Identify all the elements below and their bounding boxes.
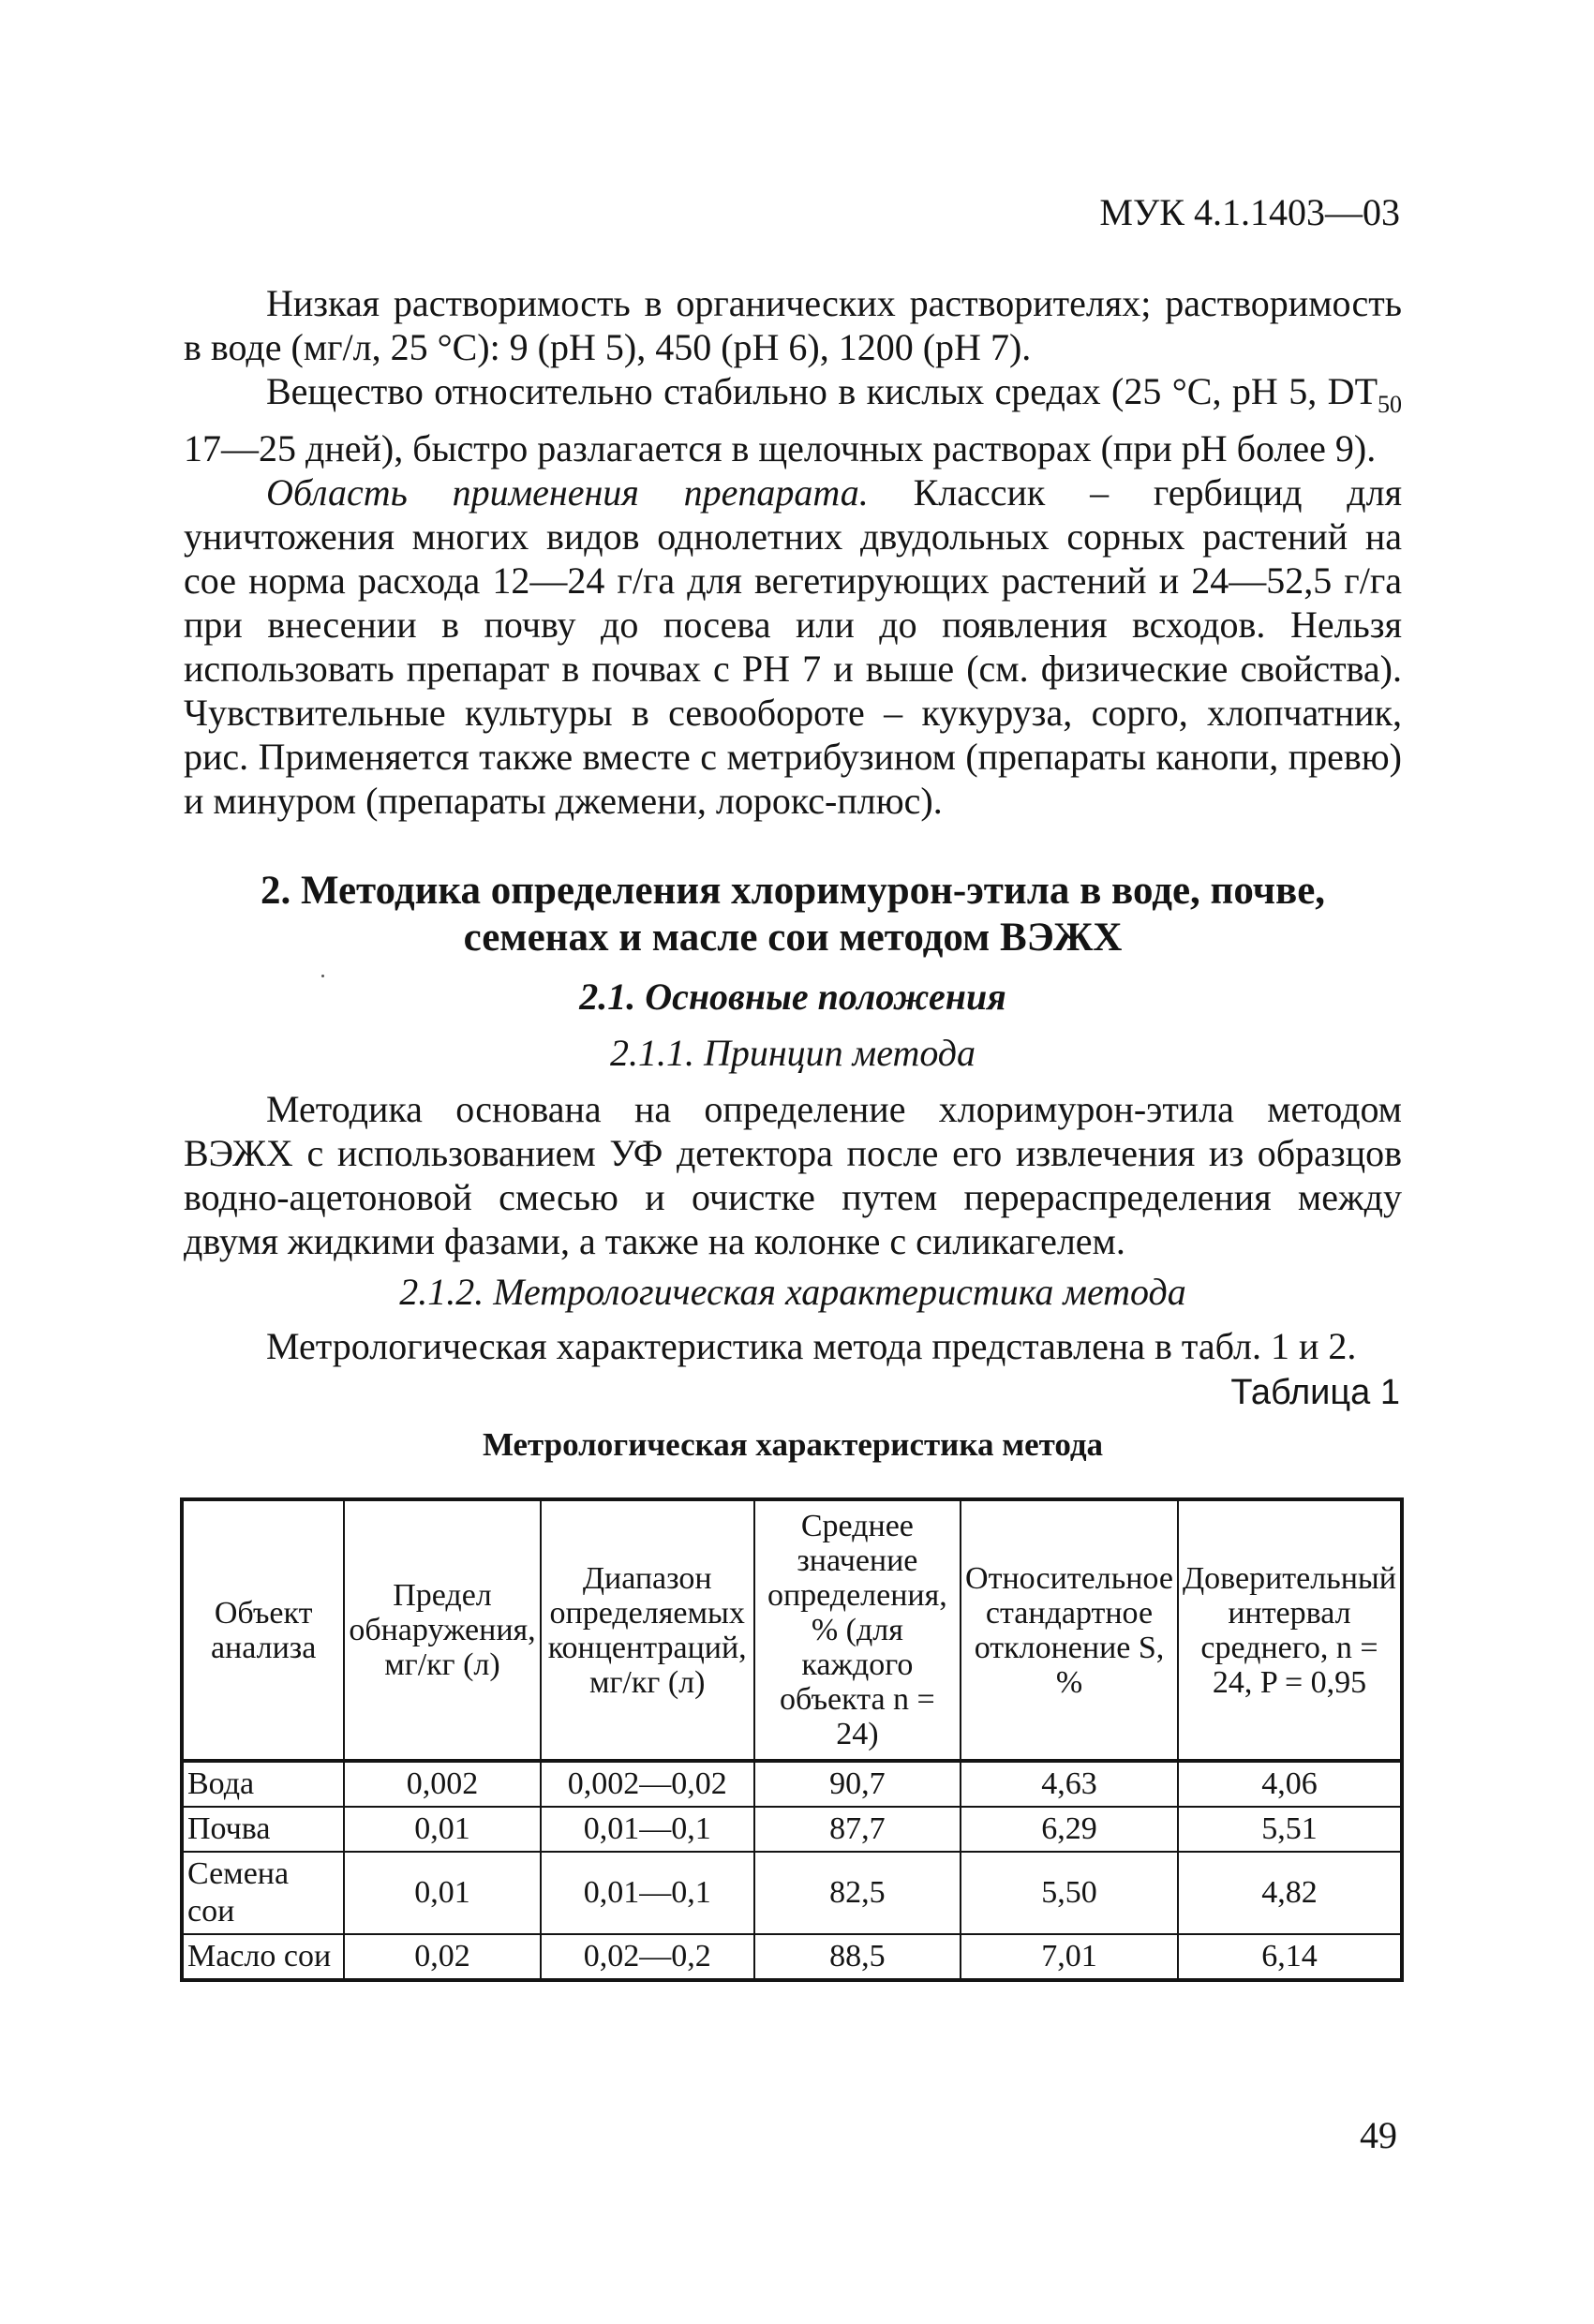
section-heading-line1: 2. Методика определения хлоримурон-этила в воде, почве,	[260, 869, 1326, 913]
table-cell: 6,29	[961, 1807, 1178, 1852]
table-row	[182, 1852, 1402, 1934]
table-cell: Семена сои	[182, 1852, 344, 1934]
column-header: Предел обнаружения, мг/кг (л)	[344, 1499, 540, 1761]
table-cell: Почва	[182, 1807, 344, 1852]
table-title: Метрологическая характеристика метода	[482, 1426, 1104, 1463]
table-cell: 0,02	[344, 1934, 540, 1980]
table-cell: 88,5	[754, 1934, 961, 1980]
subsubsection-heading-metrology: 2.1.2. Метрологическая характеристика метода	[399, 1271, 1186, 1313]
table-cell: 0,01—0,1	[541, 1852, 754, 1934]
metrology-table	[180, 1497, 1404, 1982]
table-cell: 5,51	[1178, 1807, 1402, 1852]
document-code: МУК 4.1.1403—03	[1099, 191, 1400, 233]
column-header: Относительное стандартное отклонение S, %	[961, 1499, 1178, 1761]
table-cell: 0,01	[344, 1852, 540, 1934]
paragraph-solubility: Низкая растворимость в органических растворителях; растворимость в воде (мг/л, 25 °С): 9 (рН 5), 450 (рН 6), 1200 (рН 7).	[184, 282, 1402, 368]
column-header: Среднее значение определения, % (для каждого объекта n = 24)	[754, 1499, 961, 1761]
paragraph-application	[184, 470, 1402, 823]
section-heading	[184, 868, 1402, 961]
page-number: 49	[1360, 2114, 1397, 2156]
paragraph-principle: Методика основана на определение хлоримурон-этила методом ВЭЖХ с использованием УФ детектора после его извлечения из образцов водно-ацетоновой смесью и очистке путем перераспределения между двумя жидкими фазами, а также на колонке с силикагелем.	[184, 1088, 1402, 1262]
section-heading-line2: семенах и масле сои методом ВЭЖХ	[463, 916, 1123, 960]
stability-text-a: Вещество относительно стабильно в кислых средах (25 °С, рН 5, DT	[266, 370, 1378, 412]
table-cell: 7,01	[961, 1934, 1178, 1980]
application-text: Классик – гербицид для уничтожения многих видов однолетних двудольных сорных растений на сое норма расхода 12—24 г/га для вегетирующих растений и 24—52,5 г/га при внесении в почву до посева или до появления всходов. Нельзя использовать препарат в почвах с РН 7 и выше (см. физические свойства). Чувствительные культуры в севообороте – кукуруза, сорго, хлопчатник, рис. Применяется также вместе с метрибузином (препараты канопи, превю) и минуром (препараты джемени, лорокс-плюс).	[184, 471, 1402, 822]
table-cell: 4,82	[1178, 1852, 1402, 1934]
table-row	[182, 1807, 1402, 1852]
table-cell: Вода	[182, 1761, 344, 1807]
table-cell: 4,06	[1178, 1761, 1402, 1807]
table-cell: Масло сои	[182, 1934, 344, 1980]
stability-text-b: 17—25 дней), быстро разлагается в щелочных растворах (при рН более 9).	[184, 427, 1377, 469]
column-header: Доверительный интервал среднего, n = 24, P = 0,95	[1178, 1499, 1402, 1761]
table-cell: 0,002—0,02	[541, 1761, 754, 1807]
subsubsection-heading-principle: 2.1.1. Принцип метода	[609, 1032, 976, 1074]
table-cell: 0,01—0,1	[541, 1807, 754, 1852]
table-header-row	[182, 1499, 1402, 1761]
table-cell: 90,7	[754, 1761, 961, 1807]
table-label: Таблица 1	[1230, 1373, 1400, 1412]
application-lead: Область применения препарата.	[266, 471, 869, 514]
table-cell: 0,002	[344, 1761, 540, 1807]
paragraph-stability	[184, 369, 1402, 470]
table-cell: 87,7	[754, 1807, 961, 1852]
table-cell: 82,5	[754, 1852, 961, 1934]
subsection-heading: 2.1. Основные положения	[579, 976, 1006, 1018]
table-cell: 0,01	[344, 1807, 540, 1852]
column-header: Диапазон определяемых концентраций, мг/кг (л)	[541, 1499, 754, 1761]
table-cell: 5,50	[961, 1852, 1178, 1934]
table-cell: 6,14	[1178, 1934, 1402, 1980]
table-row	[182, 1761, 1402, 1807]
paragraph-metrology: Метрологическая характеристика метода представлена в табл. 1 и 2.	[266, 1325, 1357, 1367]
table-cell: 4,63	[961, 1761, 1178, 1807]
table-row	[182, 1934, 1402, 1980]
table-cell: 0,02—0,2	[541, 1934, 754, 1980]
column-header: Объект анализа	[182, 1499, 344, 1761]
intro-text	[184, 0, 1402, 823]
dt-subscript: 50	[1378, 391, 1402, 418]
